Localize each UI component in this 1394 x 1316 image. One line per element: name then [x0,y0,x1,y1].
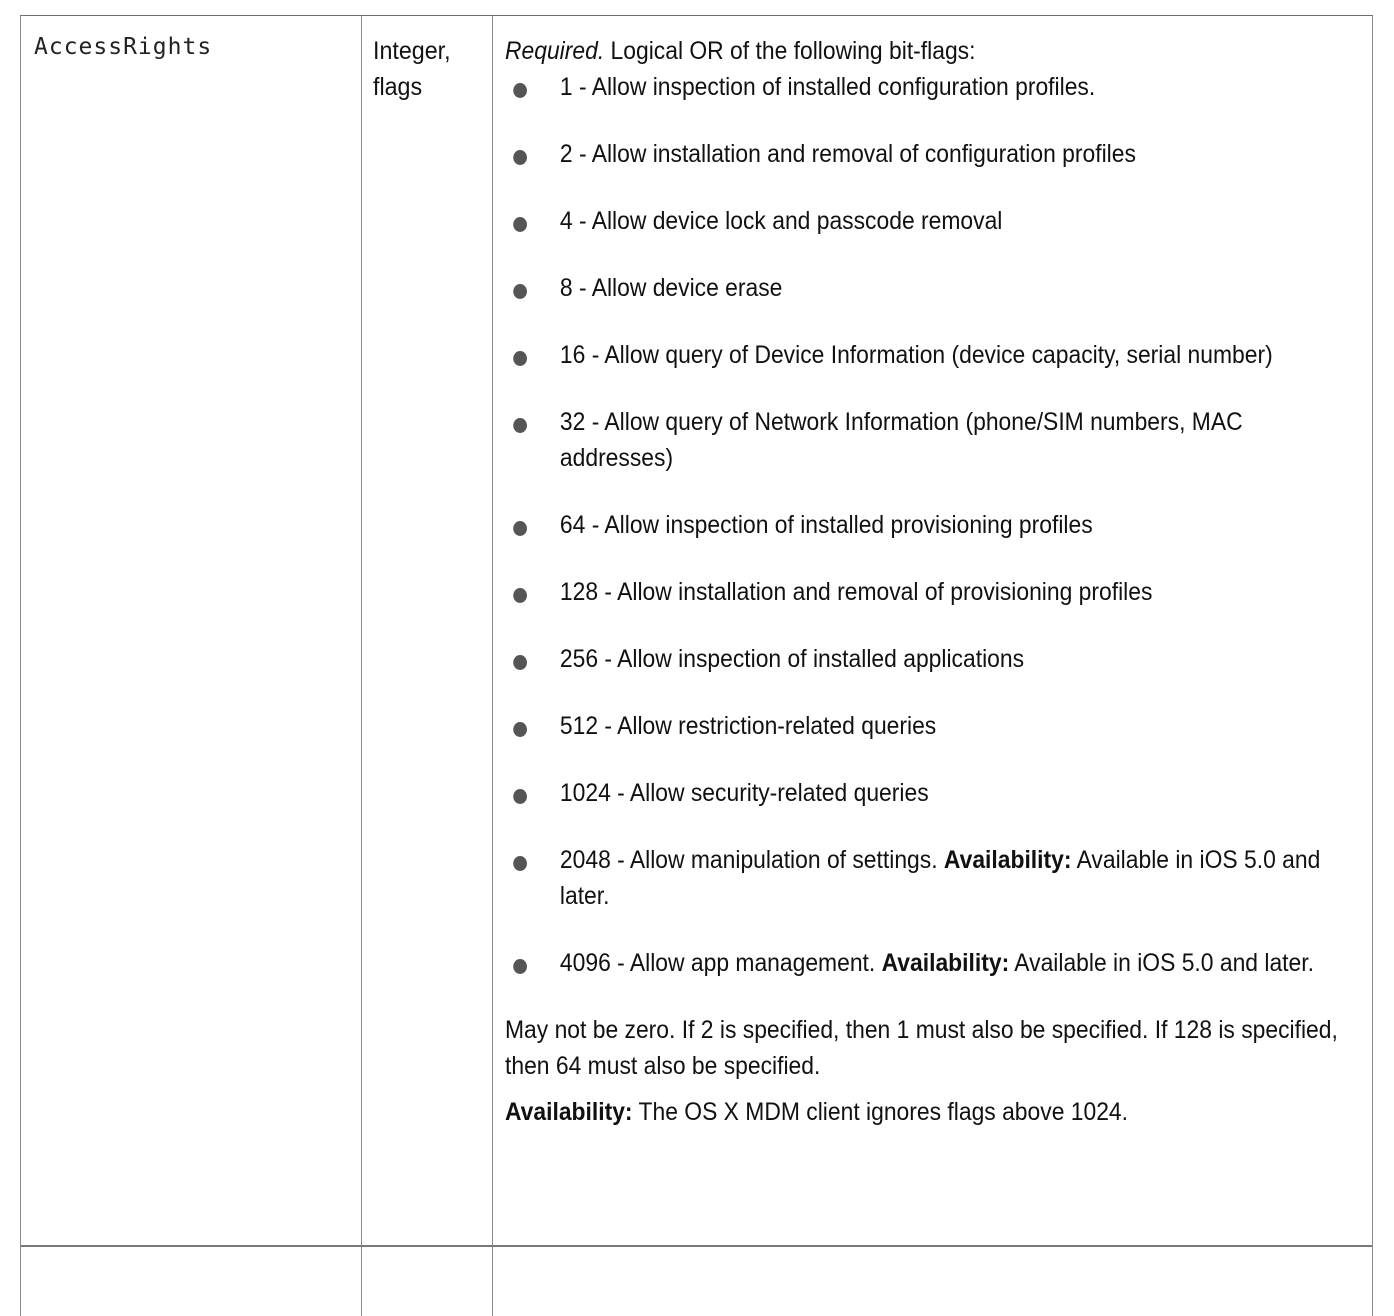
flag-text: 256 - Allow inspection of installed applications [559,645,1025,673]
flag-availability-label: Availability: [881,949,1010,977]
flag-text: 4096 - Allow app management. [559,949,882,977]
type-cell: Integer, flags [373,37,451,101]
description-intro [505,33,1361,69]
bullet-icon [513,789,527,804]
constraint-note: May not be zero. If 2 is specified, then 1 must also be specified. If 128 is specified, then 64 must also be specified. [505,1016,1338,1080]
column-divider [361,16,362,1316]
bullet-icon [513,959,527,974]
flag-list-item [505,337,1361,373]
flag-list-item [505,69,1361,105]
flag-list-item [505,574,1361,610]
bullet-icon [513,83,527,98]
flag-list-item [505,708,1361,744]
flag-text: 128 - Allow installation and removal of provisioning profiles [559,578,1153,606]
flag-text: 512 - Allow restriction-related queries [559,712,937,740]
bullet-icon [513,722,527,737]
flag-list [505,69,1361,981]
flag-list-item [505,507,1361,543]
flag-text: 16 - Allow query of Device Information (device capacity, serial number) [559,341,1273,369]
flag-availability-text: Available in iOS 5.0 and later. [559,846,1321,910]
key-name-cell: AccessRights [34,34,213,60]
bullet-icon [513,856,527,871]
flag-text: 2048 - Allow manipulation of settings. [559,846,944,874]
row-divider [21,1245,1372,1247]
bullet-icon [513,655,527,670]
bullet-icon [513,150,527,165]
column-divider [492,16,493,1316]
availability-label: Availability: [505,1098,633,1126]
flag-availability-label: Availability: [943,846,1072,874]
flag-availability-text: Available in iOS 5.0 and later. [1009,949,1314,977]
key-reference-table [20,15,1373,1316]
bullet-icon [513,588,527,603]
bullet-icon [513,351,527,366]
flag-list-item [505,404,1361,476]
intro-text: Logical OR of the following bit-flags: [604,37,976,65]
flag-text: 1024 - Allow security-related queries [559,779,929,807]
flag-list-item [505,775,1361,811]
flag-list-item [505,203,1361,239]
flag-text: 32 - Allow query of Network Information (phone/SIM numbers, MAC addresses) [559,408,1243,472]
bullet-icon [513,521,527,536]
flag-text: 64 - Allow inspection of installed provisioning profiles [559,511,1093,539]
bullet-icon [513,217,527,232]
availability-note [505,1094,1361,1130]
flag-list-item [505,945,1361,981]
availability-text: The OS X MDM client ignores flags above 1024. [632,1098,1129,1126]
flag-list-item [505,270,1361,306]
flag-list-item [505,136,1361,172]
flag-text: 8 - Allow device erase [559,274,783,302]
flag-text: 2 - Allow installation and removal of configuration profiles [559,140,1136,168]
description-cell [505,33,1361,1130]
flag-list-item [505,641,1361,677]
flag-list-item [505,842,1361,914]
flag-text: 4 - Allow device lock and passcode removal [559,207,1003,235]
bullet-icon [513,284,527,299]
bullet-icon [513,418,527,433]
required-label: Required. [505,37,605,65]
flag-text: 1 - Allow inspection of installed configuration profiles. [559,73,1096,101]
